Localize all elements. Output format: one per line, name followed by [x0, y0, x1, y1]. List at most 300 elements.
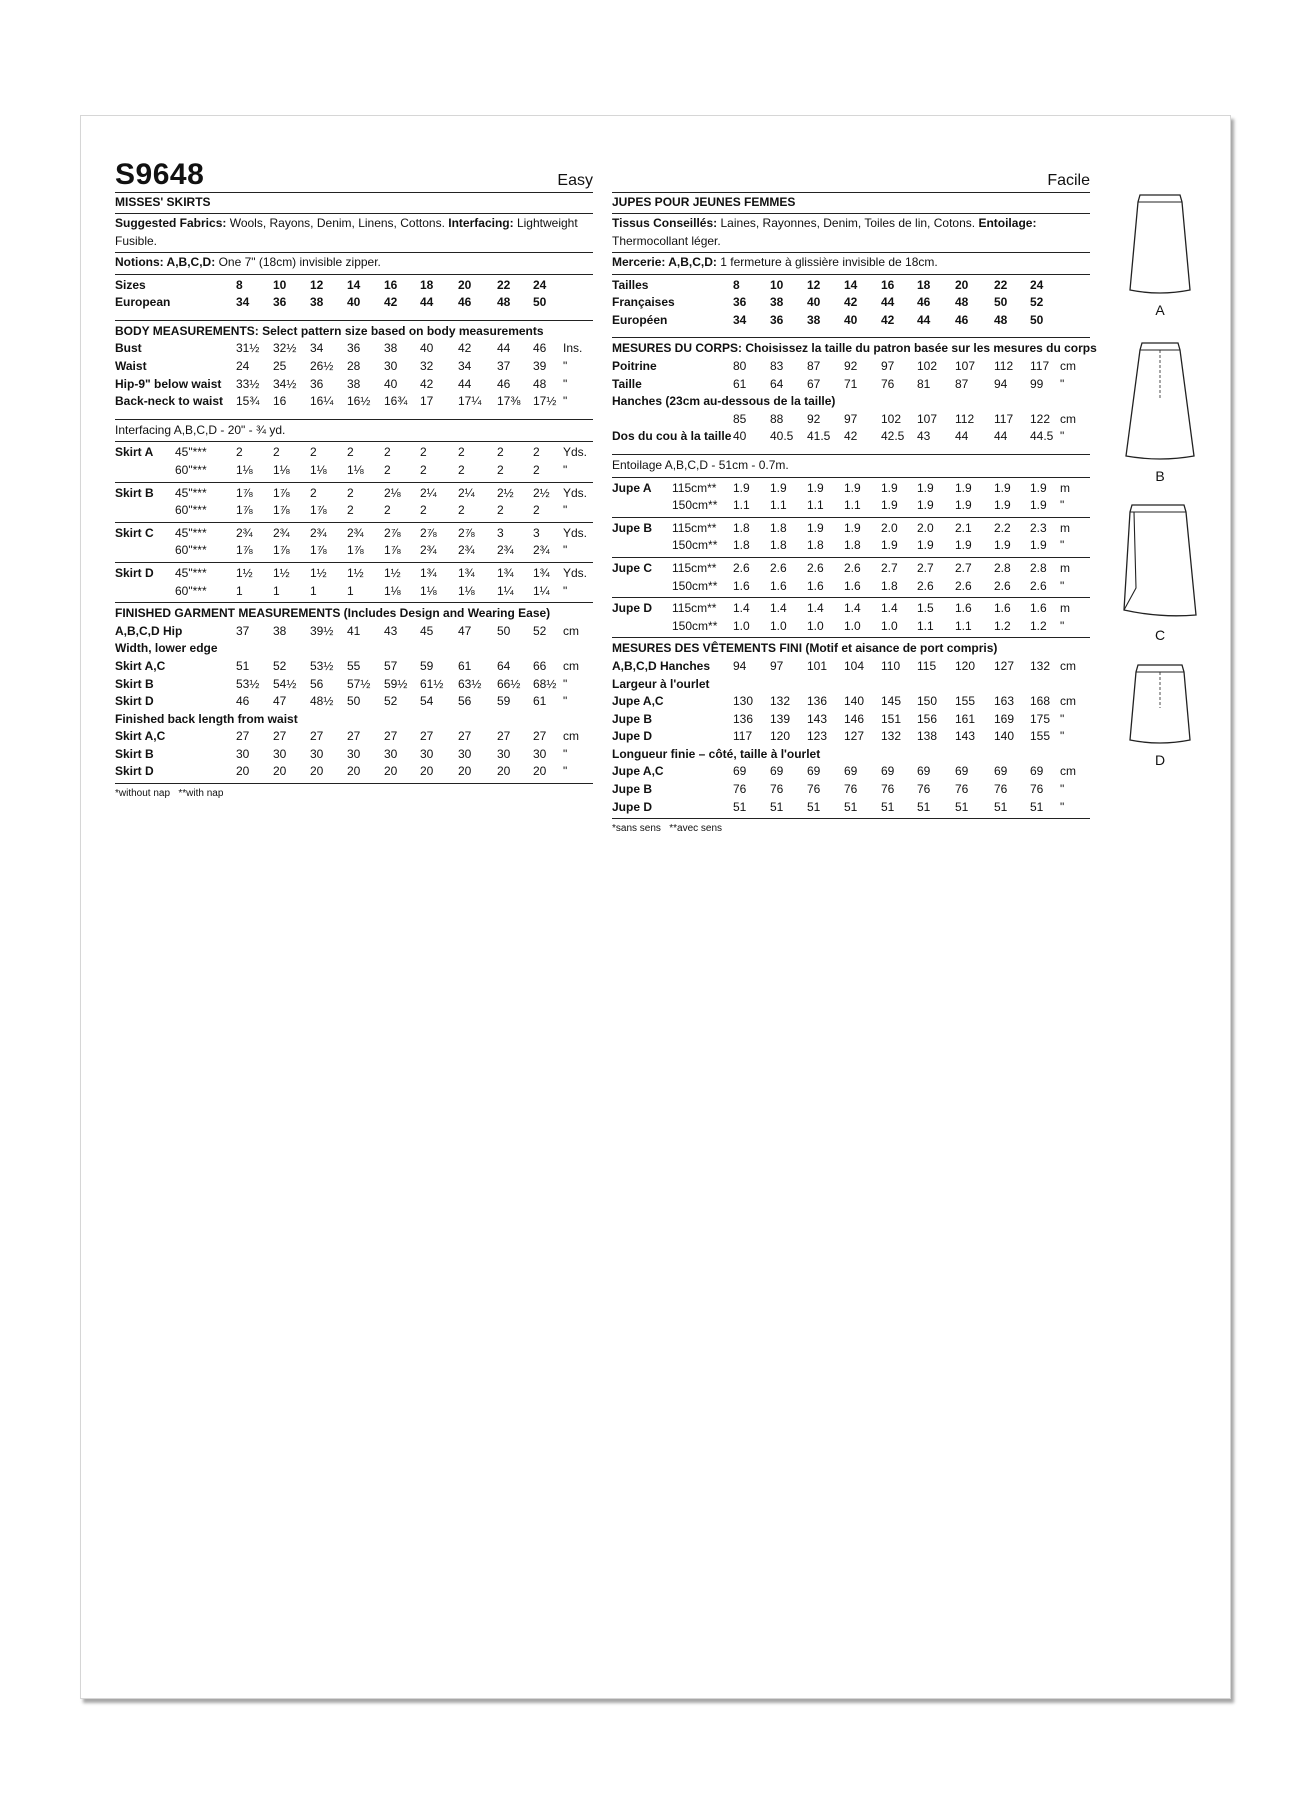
row-label: Françaises: [612, 295, 675, 310]
row-label: Skirt A,C: [115, 729, 166, 744]
row-label: Jupe B: [612, 520, 653, 535]
size-value: 2: [310, 445, 317, 460]
row-label: Poitrine: [612, 359, 657, 373]
size-value: 2: [273, 445, 280, 460]
size-value: 68½: [533, 676, 557, 691]
size-value: 1.0: [807, 618, 824, 633]
size-value: 44: [881, 295, 895, 310]
row-label: Bust: [115, 341, 142, 356]
size-value: 38: [273, 623, 287, 638]
size-value: 1.9: [955, 480, 972, 495]
size-value: 59: [497, 694, 511, 709]
row-label: Skirt D: [115, 764, 154, 779]
size-value: 169: [994, 711, 1015, 726]
size-value: 42: [844, 429, 858, 444]
size-value: 47: [458, 623, 472, 638]
size-value: 1⅞: [310, 543, 327, 558]
size-value: 22: [994, 277, 1008, 292]
size-value: 1.1: [844, 498, 861, 513]
size-value: 53½: [310, 658, 334, 673]
size-value: 44: [458, 376, 472, 391]
size-value: 2: [533, 503, 540, 518]
size-value: 150: [917, 694, 938, 709]
body-measurements-title: MESURES DU CORPS: Choisissez la taille du patron basée sur les mesures du corps: [612, 341, 1097, 356]
size-value: 24: [236, 359, 250, 373]
fabric-width: 45"***: [175, 565, 207, 580]
size-value: 1.9: [1030, 538, 1047, 553]
size-value: 1.6: [807, 578, 824, 593]
size-value: 1.9: [844, 520, 861, 535]
size-value: 140: [994, 729, 1015, 744]
size-value: 38: [807, 312, 821, 327]
fabrics-text-fr: Laines, Rayonnes, Denim, Toiles de lin, Cotons.: [720, 216, 976, 231]
size-value: 46: [236, 694, 250, 709]
size-value: 54½: [273, 676, 297, 691]
row-label: Skirt B: [115, 746, 154, 761]
size-value: 76: [844, 782, 858, 797]
yardage-row: [612, 520, 1090, 538]
size-value: 53½: [236, 676, 260, 691]
size-value: 20: [347, 764, 361, 779]
size-value: 81: [917, 376, 931, 391]
size-value: 76: [770, 782, 784, 797]
notions-fr: [612, 253, 1090, 274]
fabric-width: 60"***: [175, 583, 207, 598]
size-value: 20: [273, 764, 287, 779]
header-fr: [612, 158, 1090, 193]
row-label: A,B,C,D Hip: [115, 623, 183, 638]
size-value: 1.9: [881, 480, 898, 495]
size-value: 16: [273, 394, 287, 409]
size-value: 1½: [273, 565, 290, 580]
body-row: [612, 376, 1090, 394]
row-label: Jupe A: [612, 480, 652, 495]
size-value: 1.9: [955, 498, 972, 513]
size-value: 2: [347, 503, 354, 518]
size-value: 1.8: [807, 538, 824, 553]
size-value: 27: [420, 729, 434, 744]
size-value: 1.1: [955, 618, 972, 633]
size-value: 76: [994, 782, 1008, 797]
size-value: 63½: [458, 676, 482, 691]
size-value: 36: [310, 376, 324, 391]
footnote: *sans sens **avec sens: [612, 823, 723, 835]
size-value: 59: [420, 658, 434, 673]
length-row: [612, 799, 1090, 817]
size-value: 51: [917, 799, 931, 814]
size-value: 1.5: [917, 601, 934, 616]
size-value: 57½: [347, 676, 371, 691]
unit: cm: [1060, 658, 1076, 673]
size-value: 51: [881, 799, 895, 814]
size-value: 64: [497, 658, 511, 673]
size-value: 104: [844, 658, 865, 673]
size-value: 40: [844, 312, 858, 327]
size-value: 27: [497, 729, 511, 744]
unit: m: [1060, 520, 1070, 535]
row-label: Jupe A,C: [612, 694, 664, 709]
hip-row: [612, 658, 1090, 676]
size-value: 1.9: [881, 498, 898, 513]
size-value: 41: [347, 623, 361, 638]
size-value: 69: [1030, 764, 1044, 779]
size-value: 76: [881, 782, 895, 797]
size-value: 50: [533, 295, 547, 310]
size-value: 34½: [273, 376, 297, 391]
size-value: 2⅛: [384, 485, 401, 500]
difficulty-en: Easy: [557, 172, 593, 189]
size-value: 67: [807, 376, 821, 391]
size-value: 1.1: [733, 498, 750, 513]
size-value: 44: [994, 429, 1008, 444]
size-value: 1½: [384, 565, 401, 580]
fabric-width: 150cm**: [672, 498, 718, 513]
size-value: 18: [420, 277, 434, 292]
size-value: 102: [917, 359, 938, 373]
row-label: Jupe A,C: [612, 764, 664, 779]
size-value: 120: [955, 658, 976, 673]
unit: ": [563, 583, 568, 598]
size-value: 36: [733, 295, 747, 310]
size-value: 2¾: [236, 525, 253, 540]
size-value: 132: [881, 729, 902, 744]
size-value: 51: [994, 799, 1008, 814]
size-value: 22: [497, 277, 511, 292]
row-label: Hip-9" below waist: [115, 376, 222, 391]
size-value: 2: [384, 445, 391, 460]
size-value: 27: [273, 729, 287, 744]
size-value: 57: [384, 658, 398, 673]
size-value: 112: [994, 359, 1014, 373]
size-value: 1.9: [1030, 498, 1047, 513]
sizes-row: [115, 277, 593, 295]
size-value: 2.2: [994, 520, 1011, 535]
english-column: [115, 158, 593, 799]
size-value: 1⅞: [347, 543, 364, 558]
row-label: Jupe B: [612, 711, 653, 726]
hanches-row: [612, 411, 1090, 429]
view-d-illustration: [1120, 660, 1200, 768]
size-value: 1¾: [420, 565, 437, 580]
size-value: 30: [347, 746, 361, 761]
interfacing-text: Lightweight Fusible.: [115, 216, 578, 248]
french-column: [612, 158, 1097, 835]
size-value: 61: [533, 694, 547, 709]
interfacing-text-fr: Thermocollant léger.: [612, 233, 721, 248]
size-value: 122: [1030, 411, 1051, 426]
size-value: 16½: [347, 394, 371, 409]
size-value: 69: [881, 764, 895, 779]
body-measurements-block: [612, 338, 1097, 455]
notions-label-fr: Mercerie: A,B,C,D:: [612, 255, 717, 270]
finished-measurements-block: [115, 603, 593, 784]
size-value: 30: [384, 359, 398, 373]
width-row: [115, 693, 593, 711]
size-value: 2: [458, 462, 465, 477]
sizes-row: [612, 277, 1090, 295]
size-value: 66: [533, 658, 547, 673]
size-value: 51: [733, 799, 747, 814]
size-value: 52: [273, 658, 287, 673]
size-value: 2: [497, 503, 504, 518]
unit: ": [563, 376, 568, 391]
size-value: 2: [458, 503, 465, 518]
yardage-row: [115, 502, 593, 520]
size-value: 48: [955, 295, 969, 310]
size-value: 1⅛: [347, 462, 364, 477]
size-value: 1.8: [881, 578, 898, 593]
size-value: 44: [917, 312, 931, 327]
size-value: 94: [994, 376, 1008, 391]
size-value: 1¼: [497, 583, 514, 598]
fabric-width: 60"***: [175, 503, 207, 518]
yardage-block: [612, 558, 1090, 598]
length-row: [612, 763, 1090, 781]
size-value: 46: [917, 295, 931, 310]
size-value: 115: [917, 658, 937, 673]
size-value: 28: [347, 359, 361, 373]
european-sizes-row: [612, 312, 1090, 330]
size-value: 110: [881, 658, 901, 673]
skirt-a-drawing: [1120, 190, 1200, 300]
size-value: 102: [881, 411, 902, 426]
size-value: 50: [347, 694, 361, 709]
size-value: 27: [236, 729, 250, 744]
length-title: Longueur finie – côté, taille à l'ourlet: [612, 746, 821, 761]
size-value: 1.9: [917, 480, 934, 495]
size-value: 1.4: [844, 601, 861, 616]
unit: ": [1060, 782, 1065, 797]
size-value: 20: [497, 764, 511, 779]
size-value: 34: [236, 295, 250, 310]
size-value: 155: [955, 694, 976, 709]
size-value: 12: [310, 277, 324, 292]
view-label: A: [1155, 302, 1165, 318]
size-value: 1.8: [733, 520, 750, 535]
size-value: 43: [384, 623, 398, 638]
hip-row: [115, 623, 593, 641]
size-value: 52: [533, 623, 547, 638]
size-value: 2: [533, 445, 540, 460]
size-value: 44: [497, 341, 511, 356]
fabrics-label-fr: Tissus Conseillés:: [612, 216, 718, 231]
size-value: 61: [733, 376, 747, 391]
size-value: 51: [807, 799, 821, 814]
size-value: 1⅞: [273, 543, 290, 558]
size-value: 138: [917, 729, 938, 744]
size-value: 33½: [236, 376, 260, 391]
yardage-row: [115, 485, 593, 503]
size-value: 1⅞: [236, 503, 253, 518]
size-value: 2: [497, 462, 504, 477]
unit: ": [563, 462, 568, 477]
view-a-illustration: [1120, 190, 1200, 318]
size-value: 130: [733, 694, 754, 709]
size-value: 76: [955, 782, 969, 797]
yardage-block: [115, 483, 593, 523]
size-value: 101: [807, 658, 828, 673]
size-value: 2⅞: [458, 525, 475, 540]
size-value: 1.9: [994, 538, 1011, 553]
size-value: 2.6: [1030, 578, 1047, 593]
unit: ": [563, 694, 568, 709]
size-value: 1.9: [917, 538, 934, 553]
row-label: Taille: [612, 376, 642, 391]
unit: Ins.: [563, 341, 583, 356]
yardage-row: [115, 444, 593, 462]
width-row: [612, 728, 1090, 746]
unit: ": [563, 764, 568, 779]
row-label: Jupe D: [612, 799, 653, 814]
size-value: 26½: [310, 359, 334, 373]
size-value: 1.4: [881, 601, 898, 616]
size-value: 34: [733, 312, 747, 327]
size-value: 1.6: [1030, 601, 1047, 616]
size-value: 2⅞: [384, 525, 401, 540]
size-value: 136: [807, 694, 828, 709]
unit: Yds.: [563, 525, 588, 540]
unit: ": [1060, 799, 1065, 814]
size-value: 2¾: [420, 543, 437, 558]
size-value: 123: [807, 729, 828, 744]
unit: Yds.: [563, 565, 588, 580]
width-row: [115, 676, 593, 694]
size-value: 27: [533, 729, 547, 744]
size-value: 43: [917, 429, 931, 444]
yardage-row: [115, 525, 593, 543]
size-value: 76: [1030, 782, 1044, 797]
yardage-row: [612, 537, 1090, 555]
size-value: 143: [955, 729, 976, 744]
size-value: 2.8: [994, 560, 1011, 575]
size-value: 145: [881, 694, 902, 709]
fabric-width: 150cm**: [672, 618, 718, 633]
size-value: 24: [1030, 277, 1044, 292]
row-label: Jupe B: [612, 782, 653, 797]
fabric-width: 115cm**: [672, 520, 717, 535]
body-measurements-block: [115, 321, 593, 420]
size-value: 61: [458, 658, 472, 673]
size-value: 163: [994, 694, 1015, 709]
size-value: 44: [955, 429, 969, 444]
size-value: 1.0: [844, 618, 861, 633]
yardage-row: [115, 583, 593, 601]
yardage-block: [115, 442, 593, 482]
size-value: 120: [770, 729, 791, 744]
size-value: 51: [1030, 799, 1044, 814]
header-en: [115, 158, 593, 193]
row-label: Jupe C: [612, 560, 653, 575]
size-value: 1⅛: [236, 462, 253, 477]
body-row: [115, 393, 593, 411]
size-value: 1.9: [881, 538, 898, 553]
size-value: 18: [917, 277, 931, 292]
size-value: 2: [420, 462, 427, 477]
size-value: 2¼: [420, 485, 437, 500]
size-value: 1.8: [733, 538, 750, 553]
size-value: 1.0: [881, 618, 898, 633]
size-value: 92: [807, 411, 821, 426]
size-value: 1⅛: [310, 462, 327, 477]
size-value: 168: [1030, 694, 1051, 709]
size-value: 175: [1030, 711, 1051, 726]
size-value: 69: [807, 764, 821, 779]
size-value: 1⅞: [236, 485, 253, 500]
size-value: 87: [955, 376, 969, 391]
size-value: 87: [807, 359, 821, 373]
size-value: 156: [917, 711, 938, 726]
size-value: 2½: [497, 485, 514, 500]
size-value: 36: [347, 341, 361, 356]
size-value: 1: [273, 583, 280, 598]
unit: Yds.: [563, 485, 588, 500]
yardage-row: [612, 497, 1090, 515]
yardage-block: [612, 478, 1090, 518]
row-label: Skirt B: [115, 676, 154, 691]
size-value: 30: [420, 746, 434, 761]
size-value: 16: [881, 277, 895, 292]
row-label: Skirt A,C: [115, 658, 166, 673]
dos-row: [612, 428, 1090, 446]
unit: ": [563, 503, 568, 518]
size-value: 2¾: [273, 525, 290, 540]
row-label: European: [115, 295, 171, 310]
size-value: 117: [994, 411, 1014, 426]
yardage-row: [115, 462, 593, 480]
size-value: 2.6: [733, 560, 750, 575]
size-value: 27: [384, 729, 398, 744]
size-value: 112: [955, 411, 975, 426]
unit: ": [563, 746, 568, 761]
size-value: 45: [420, 623, 434, 638]
size-value: 50: [994, 295, 1008, 310]
size-value: 2: [347, 485, 354, 500]
size-value: 76: [917, 782, 931, 797]
row-label: Skirt D: [115, 565, 154, 580]
size-value: 30: [384, 746, 398, 761]
size-value: 97: [770, 658, 784, 673]
body-row: [115, 340, 593, 358]
fabric-width: 60"***: [175, 462, 207, 477]
size-value: 2.6: [844, 560, 861, 575]
size-value: 107: [917, 411, 938, 426]
size-value: 38: [347, 376, 361, 391]
size-value: 1.8: [770, 538, 787, 553]
size-value: 42: [881, 312, 895, 327]
size-value: 31½: [236, 341, 260, 356]
size-value: 136: [733, 711, 754, 726]
notions-text-fr: 1 fermeture à glissière invisible de 18cm.: [720, 255, 938, 270]
size-value: 2.3: [1030, 520, 1047, 535]
size-value: 1.9: [807, 520, 824, 535]
size-value: 8: [733, 277, 740, 292]
size-value: 32½: [273, 341, 297, 356]
unit: cm: [1060, 411, 1076, 426]
unit: cm: [1060, 359, 1076, 373]
size-value: 2¾: [347, 525, 364, 540]
size-value: 48: [994, 312, 1008, 327]
interfacing-yardage-line: [115, 420, 593, 443]
size-value: 20: [420, 764, 434, 779]
size-value: 20: [458, 764, 472, 779]
finished-title: MESURES DES VÊTEMENTS FINI (Motif et aisance de port compris): [612, 641, 998, 656]
size-value: 1.6: [733, 578, 750, 593]
unit: cm: [563, 729, 579, 744]
size-value: 48½: [310, 694, 334, 709]
size-value: 20: [236, 764, 250, 779]
size-value: 3: [533, 525, 540, 540]
finished-measurements-block: [612, 638, 1090, 819]
